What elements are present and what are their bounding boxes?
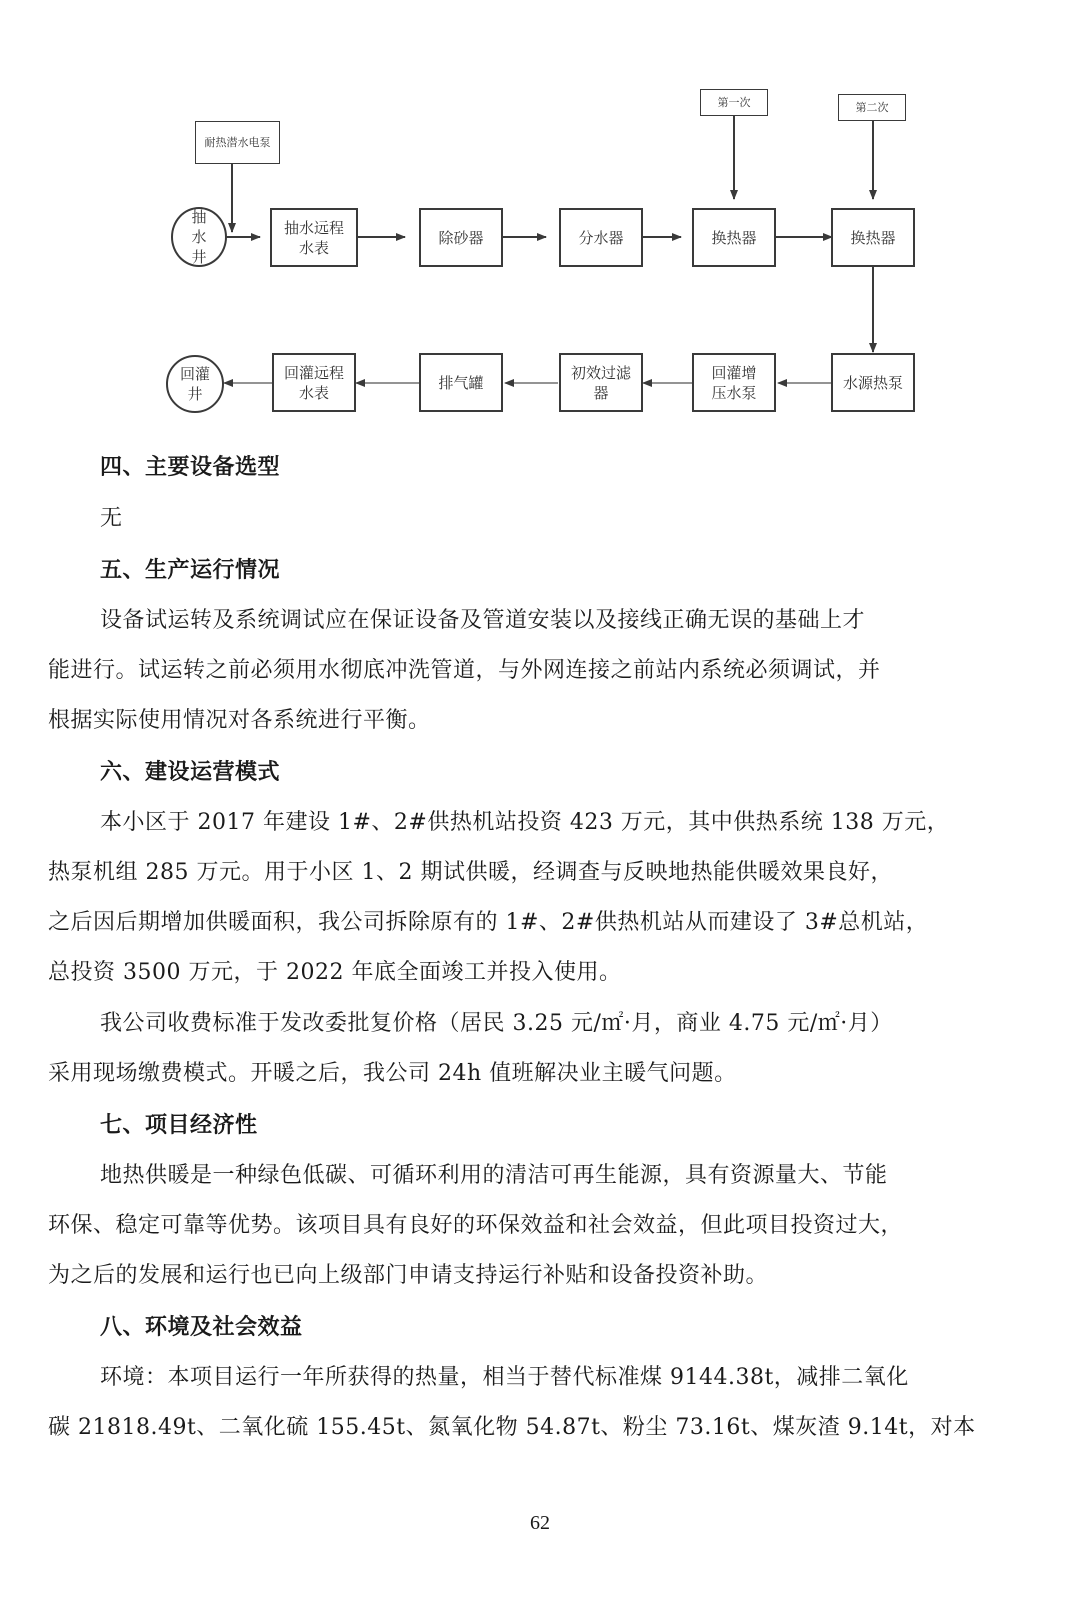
node-second-stage: 第二次	[838, 94, 906, 121]
paragraph-line: 环保、稳定可靠等优势。该项目具有良好的环保效益和社会效益，但此项目投资过大，	[48, 1213, 904, 1238]
paragraph-line: 碳 21818.49t、二氧化硫 155.45t、氮氧化物 54.87t、粉尘 73.16t、煤灰渣 9.14t，对本	[48, 1415, 976, 1440]
node-desander: 除砂器	[419, 208, 503, 267]
heading-construction-operation-mode: 六、建设运营模式	[100, 759, 281, 785]
paragraph-line: 能进行。试运转之前必须用水彻底冲洗管道，与外网连接之前站内系统必须调试，并	[48, 658, 881, 683]
paragraph-line: 采用现场缴费模式。开暖之后，我公司 24h 值班解决业主暖气问题。	[48, 1061, 737, 1086]
node-primary-filter: 初效过滤器	[559, 353, 643, 412]
process-flow-diagram	[0, 0, 1080, 420]
node-extraction-well: 抽水井	[171, 207, 227, 267]
heading-main-equipment: 四、主要设备选型	[100, 454, 281, 480]
node-first-stage: 第一次	[700, 89, 768, 116]
paragraph-line: 我公司收费标准于发改委批复价格（居民 3.25 元/㎡·月，商业 4.75 元/㎡·月）	[100, 1011, 893, 1036]
paragraph-line: 为之后的发展和运行也已向上级部门申请支持运行补贴和设备投资补助。	[48, 1263, 769, 1288]
node-heat-exchanger-2: 换热器	[831, 208, 915, 267]
node-degassing-tank: 排气罐	[419, 353, 503, 412]
paragraph-line: 之后因后期增加供暖面积，我公司拆除原有的 1#、2#供热机站从而建设了 3#总机站，	[48, 910, 929, 935]
paragraph-line: 根据实际使用情况对各系统进行平衡。	[48, 708, 431, 733]
node-reinjection-meter: 回灌远程水表	[272, 353, 356, 412]
node-submersible-pump: 耐热潜水电泵	[195, 121, 280, 164]
paragraph-line: 地热供暖是一种绿色低碳、可循环利用的清洁可再生能源，具有资源量大、节能	[100, 1163, 888, 1188]
node-booster-pump: 回灌增压水泵	[692, 353, 776, 412]
diagram-connectors	[0, 0, 1080, 420]
node-distributor: 分水器	[559, 208, 643, 267]
paragraph-line: 热泵机组 285 万元。用于小区 1、2 期试供暖，经调查与反映地热能供暖效果良好，	[48, 860, 893, 885]
node-water-source-heat-pump: 水源热泵	[831, 353, 915, 412]
heading-project-economics: 七、项目经济性	[100, 1112, 258, 1138]
page-number: 62	[530, 1512, 550, 1534]
paragraph-line: 环境：本项目运行一年所获得的热量，相当于替代标准煤 9144.38t，减排二氧化	[100, 1365, 909, 1390]
paragraph-line: 本小区于 2017 年建设 1#、2#供热机站投资 423 万元，其中供热系统 138 万元，	[100, 810, 950, 835]
node-heat-exchanger-1: 换热器	[692, 208, 776, 267]
heading-environmental-social-benefits: 八、环境及社会效益	[100, 1314, 303, 1340]
paragraph-line: 设备试运转及系统调试应在保证设备及管道安装以及接线正确无误的基础上才	[100, 608, 866, 633]
heading-production-operation: 五、生产运行情况	[100, 557, 281, 583]
node-extraction-meter: 抽水远程水表	[270, 208, 358, 267]
paragraph-line: 无	[100, 506, 123, 531]
paragraph-line: 总投资 3500 万元，于 2022 年底全面竣工并投入使用。	[48, 960, 622, 985]
node-reinjection-well: 回灌井	[166, 355, 224, 413]
